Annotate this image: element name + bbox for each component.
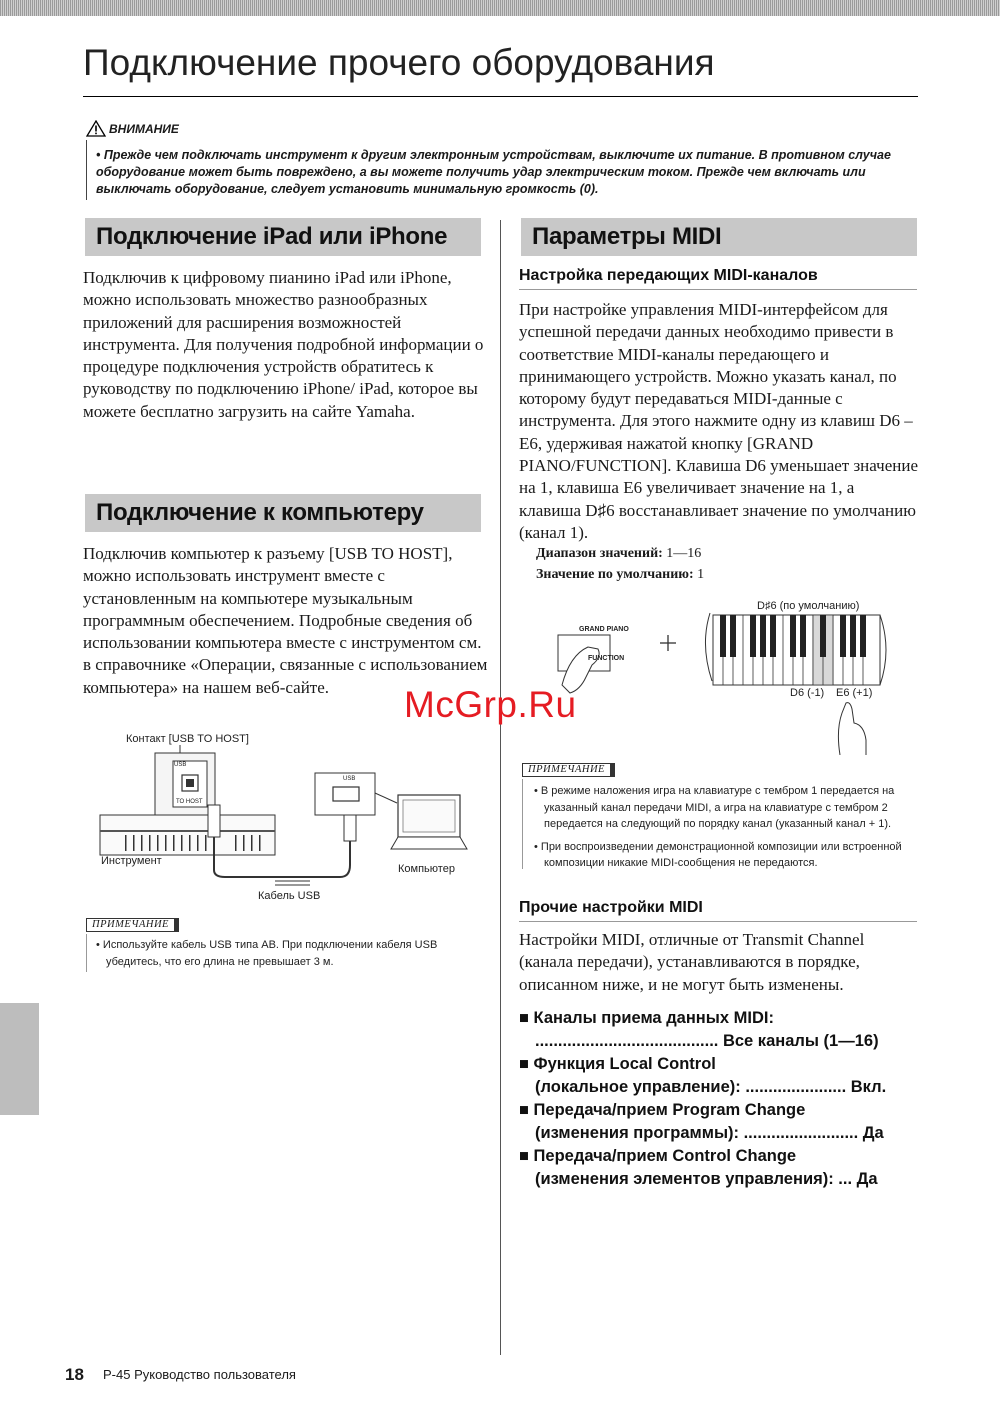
side-tab xyxy=(0,1003,39,1115)
setting-row: ■ Функция Local Control xyxy=(519,1055,716,1073)
transmit-paragraph: При настройке управления MIDI-интерфейсом для успешной передачи данных необходимо привести в соответствие MIDI-каналы передающего и принимающего устройств. Можно указать канал, по которому будут передаваться MIDI-данные с инструмента. Для этого нажмите одну из клавиш D6 – E6, удерживая нажатой кнопку [GRAND PIANO/FUNCTION]. Клавиша D6 уменьшает значение на 1, клавиша E6 увеличивает значение на 1, а клавиша D♯6 восстанавливает значение по умолчанию (канал 1). xyxy=(519,300,918,542)
right-note-item-1: • В режиме наложения игра на клавиатуре с тембром 1 передается на указанный канал передачи MIDI, а игра на клавиатуре с тембром 2 передается на следующий по порядку канал (указанный канал + 1). xyxy=(534,785,895,830)
left-note-rule xyxy=(86,934,87,972)
midi-heading-text: Параметры MIDI xyxy=(532,223,722,250)
range-value: 1—16 xyxy=(666,546,702,561)
ipad-section-heading xyxy=(83,218,481,256)
right-note-badge: ПРИМЕЧАНИЕ xyxy=(522,763,611,777)
warning-triangle-icon xyxy=(86,120,106,137)
setting-row: (изменения элементов управления): ... Да xyxy=(535,1170,878,1188)
computer-paragraph: Подключив компьютер к разъему [USB TO HOST], можно использовать инструмент вместе с установленным на компьютере музыкальным программным обеспечением. Подробные сведения об использовании компьютера вместе с инструментом см. в справочнике «Операции, связанные с использованием компьютера» на нашем веб-сайте. xyxy=(83,544,488,697)
diagram-label-instrument: Инструмент xyxy=(101,855,162,867)
warning-text: • Прежде чем подключать инструмент к другим электронным устройствам, выключите их питание. В противном случае оборудование может быть повреждено, а вы можете получить удар электрическим током. Прежде чем включать или выключать оборудование, следует установить минимальную громкость (0). xyxy=(96,148,891,196)
computer-heading-text: Подключение к компьютеру xyxy=(96,499,424,526)
left-note-badge: ПРИМЕЧАНИЕ xyxy=(86,918,175,932)
ipad-heading-text: Подключение iPad или iPhone xyxy=(96,223,448,250)
right-note-item-2: • При воспроизведении демонстрационной композиции или встроенной композиции никакие MIDI-сообщения не передаются. xyxy=(534,840,902,869)
warning-rule xyxy=(86,140,87,200)
computer-section-heading xyxy=(83,494,481,532)
default-label: Значение по умолчанию: xyxy=(536,567,694,582)
other-midi-subheading: Прочие настройки MIDI xyxy=(519,899,703,916)
right-note-rule xyxy=(522,779,523,869)
grand-piano-label: GRAND PIANO xyxy=(579,626,629,633)
usb-connection-diagram xyxy=(95,745,475,905)
label-ds6: D♯6 (по умолчанию) xyxy=(757,600,860,612)
warning-heading xyxy=(86,120,179,137)
page-title: Подключение прочего оборудования xyxy=(83,42,715,83)
warning-label: ВНИМАНИЕ xyxy=(109,121,179,136)
footer-text: P-45 Руководство пользователя xyxy=(103,1367,296,1382)
diagram-port-to-host: TO HOST xyxy=(176,799,203,805)
left-note-list xyxy=(96,937,486,970)
column-divider xyxy=(500,220,501,1355)
diagram-pc-usb: USB xyxy=(343,776,356,782)
range-label: Диапазон значений: xyxy=(536,546,663,561)
diagram-label-computer: Компьютер xyxy=(398,863,455,875)
transmit-subheading: Настройка передающих MIDI-каналов xyxy=(519,267,818,284)
setting-row: ■ Передача/прием Program Change xyxy=(519,1101,806,1119)
diagram-label-cable: Кабель USB xyxy=(258,890,321,902)
function-label: FUNCTION xyxy=(588,655,625,662)
label-d6: D6 (-1) xyxy=(790,687,825,699)
setting-row: ■ Каналы приема данных MIDI: xyxy=(519,1009,774,1027)
watermark[interactable]: McGrp.Ru xyxy=(404,684,577,725)
range-line xyxy=(536,546,701,562)
diagram-port-usb: USB xyxy=(174,762,187,768)
midi-section-heading xyxy=(519,218,917,256)
top-border-strip xyxy=(0,0,1000,16)
other-midi-paragraph: Настройки MIDI, отличные от Transmit Channel (канала передачи), устанавливаются в порядке, описанном ниже, и не могут быть изменены. xyxy=(519,930,865,994)
footer-page-number: 18 xyxy=(65,1365,84,1384)
other-midi-subheading-rule xyxy=(519,921,917,922)
right-note-list xyxy=(534,783,914,872)
left-note-item: • Используйте кабель USB типа AB. При подключении кабеля USB убедитесь, что его длина не превышает 3 м. xyxy=(96,939,438,968)
setting-row: ■ Передача/прием Control Change xyxy=(519,1147,797,1165)
ipad-paragraph: Подключив к цифровому пианино iPad или iPhone, можно использовать множество разнообразных приложений для расширения возможностей инструмента. Для получения подробной информации о процедуре подключения устройств обратитесь к руководству по подключению iPhone/ iPad, которое вы можете бесплатно загрузить на сайте Yamaha. xyxy=(83,268,484,421)
setting-row: (изменения программы): ......................... Да xyxy=(535,1124,884,1142)
title-rule xyxy=(83,96,918,97)
diagram-label-port: Контакт [USB TO HOST] xyxy=(126,733,249,745)
setting-row: ........................................ Все каналы (1—16) xyxy=(535,1032,879,1050)
label-e6: E6 (+1) xyxy=(836,687,873,699)
transmit-subheading-rule xyxy=(519,289,917,290)
default-line xyxy=(536,567,704,583)
default-value: 1 xyxy=(697,567,705,582)
setting-row: (локальное управление): ...................... Вкл. xyxy=(535,1078,887,1096)
